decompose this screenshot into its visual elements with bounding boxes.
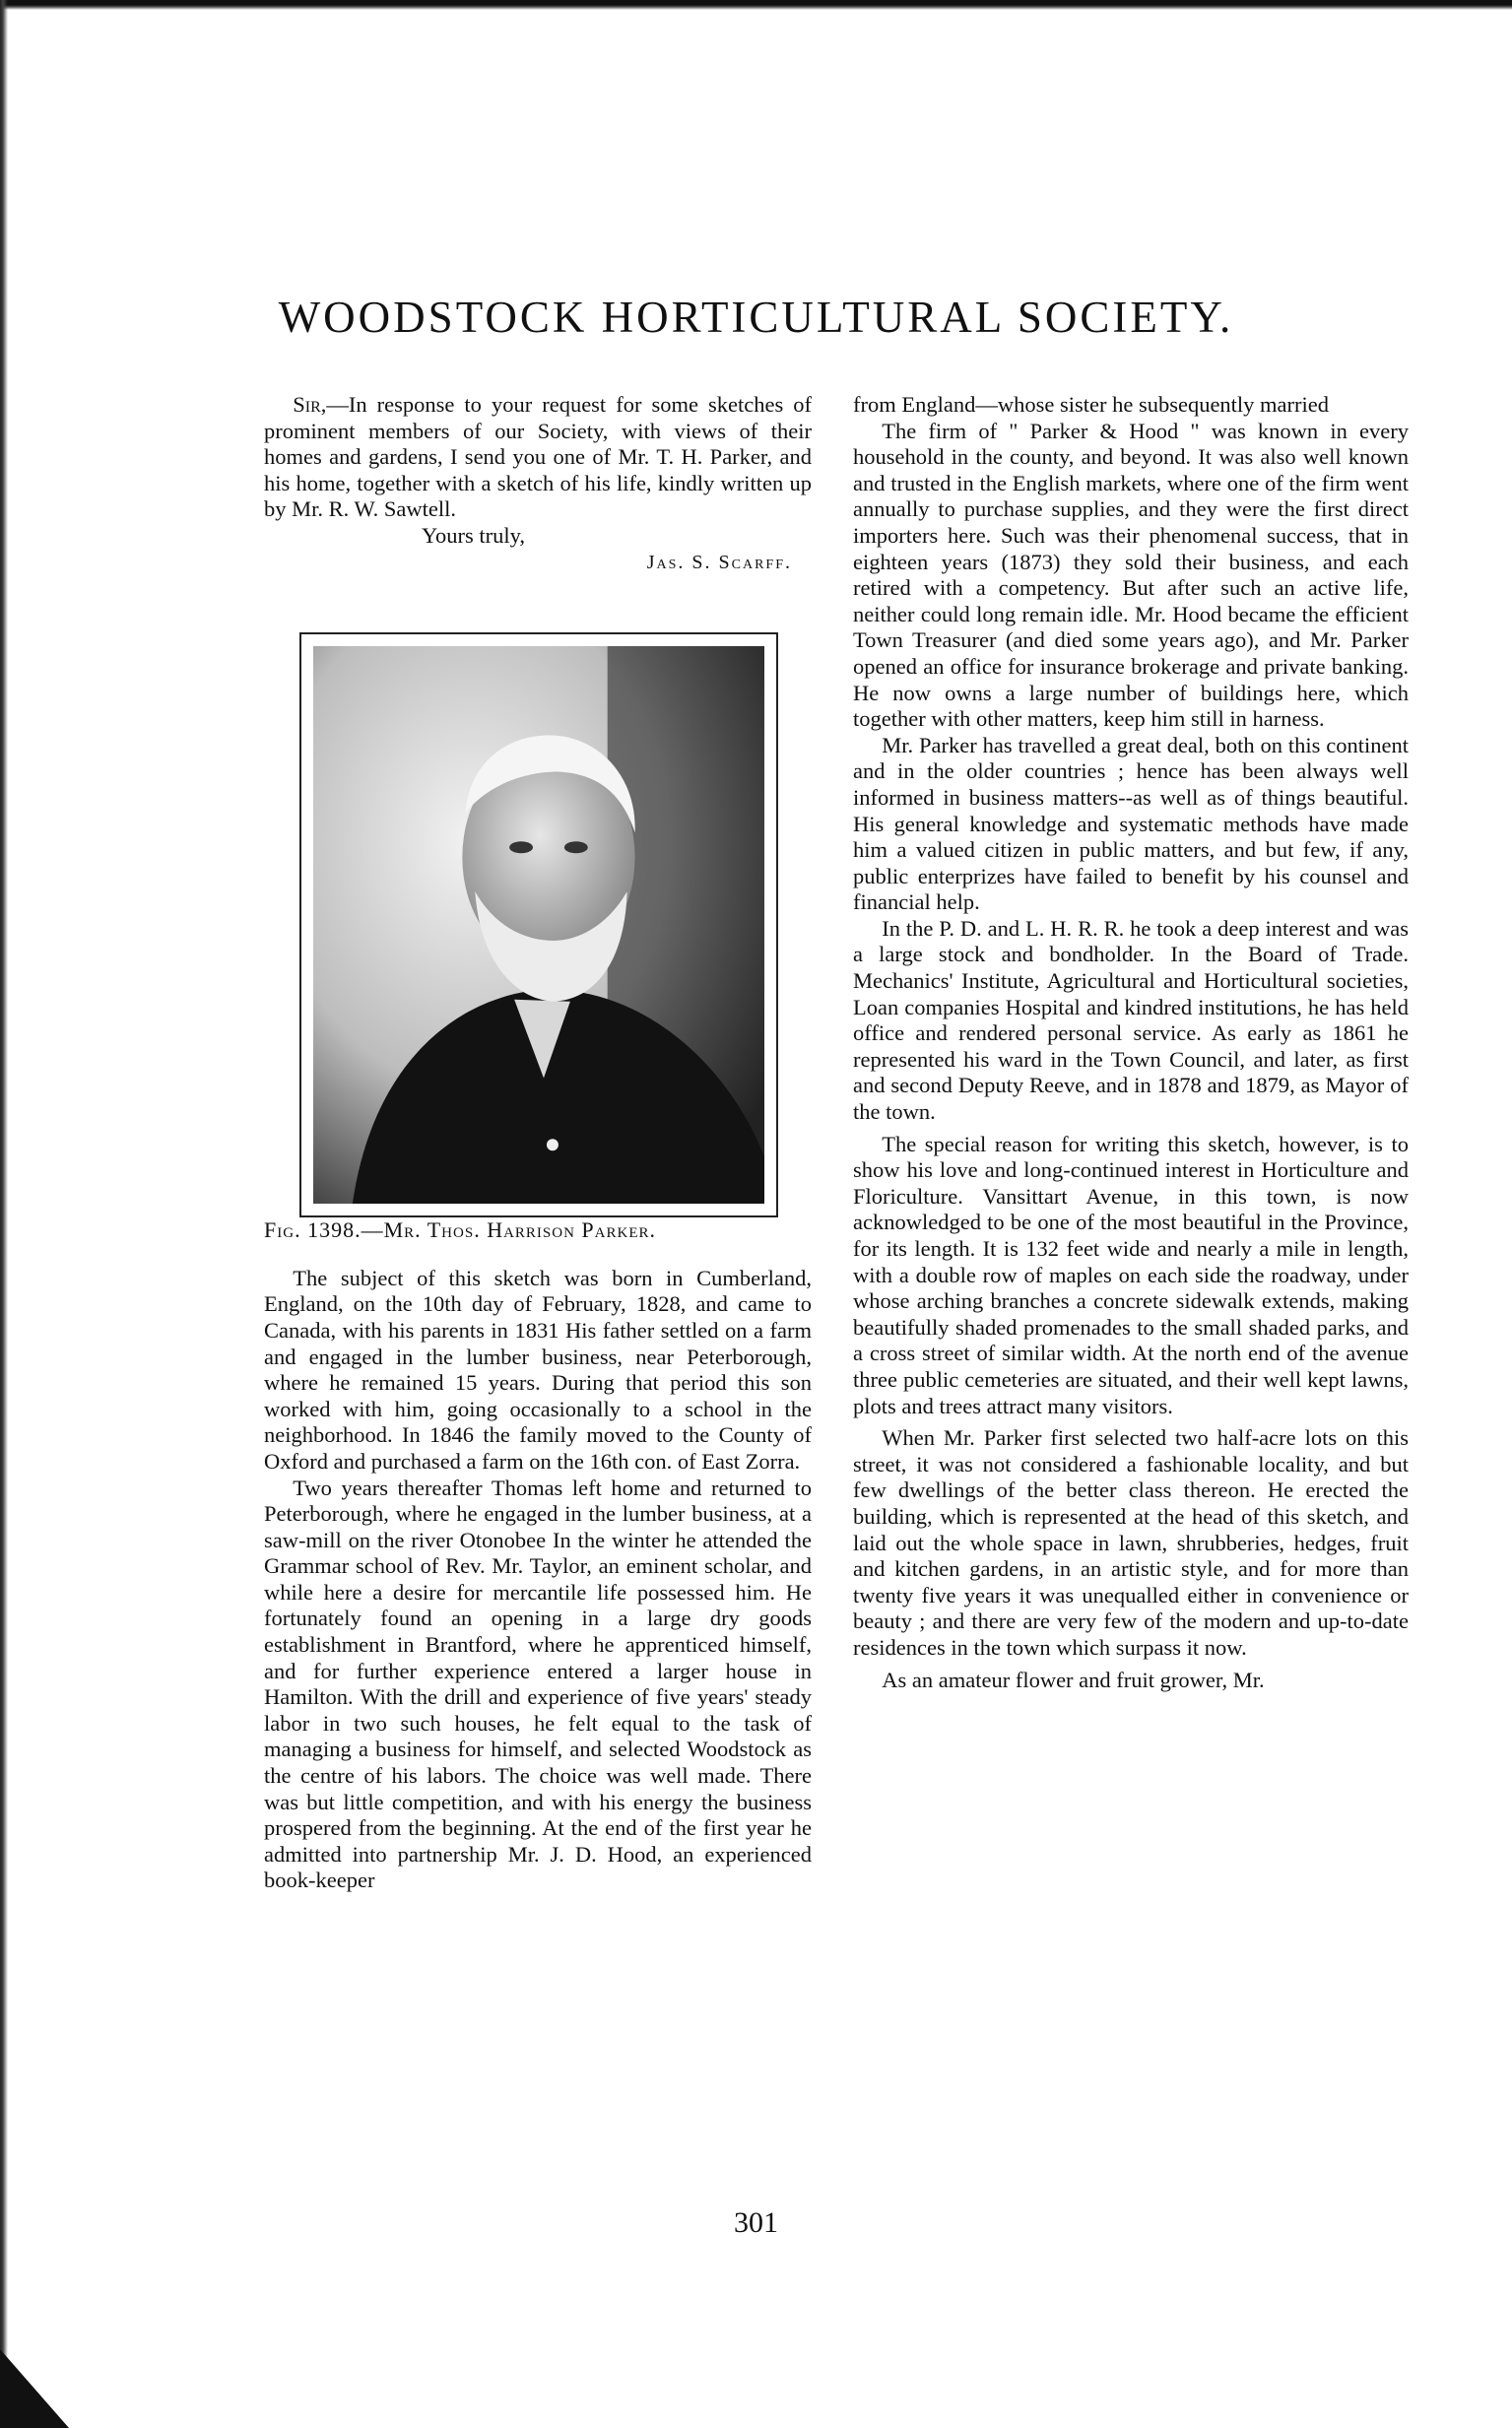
figure-label: Fig. 1398. <box>264 1217 362 1243</box>
portrait-frame <box>299 632 778 1217</box>
portrait-photo <box>313 646 764 1204</box>
right-paragraph: As an amateur flower and fruit grower, Mr. <box>882 1667 1265 1692</box>
right-paragraph: Mr. Parker has travelled a great deal, both on this continent and in the older countries ; hence has been always well informed in business matters--as well as of things beautiful. His general knowledge and systematic methods have made him a valued citizen in public matters, and but few, if any, public enterprizes have failed to benefit by his counsel and financial help. <box>853 732 1409 915</box>
right-paragraph: The firm of " Parker & Hood " was known in every household in the county, and beyond. It was also well known and trusted in the English markets, where one of the firm went annually to purchase supplies, and they were the first direct importers here. Such was their phenomenal success, that in eighteen years (1873) they sold their business, and each retired with a competency. But after such an active life, neither could long remain idle. Mr. Hood became the efficient Town Treasurer (and died some years ago), and Mr. Parker opened an office for insurance brokerage and private banking. He now owns a large number of buildings here, which together with other matters, keep him still in harness. <box>853 418 1409 732</box>
letter-text: —In response to your request for some sketches of prominent members of our Society, with views of their homes and gardens, I send you one of Mr. T. H. Parker, and his home, together with a sketch of his life, kindly written up by Mr. R. W. Sawtell. <box>264 392 812 522</box>
scan-edge-left <box>0 0 8 2428</box>
letter-salutation: Sir, <box>293 392 327 417</box>
right-paragraph: When Mr. Parker first selected two half-acre lots on this street, it was not considered a fashionable locality, and but few dwellings of the better class thereon. He erected the building, which is represented at the head of this sketch, and laid out the whole space in lawn, shrubberies, hedges, fruit and kitchen gardens, in an artistic style, and for more than twenty five years it was unequalled either in convenience or beauty ; and there are very few of the modern and up-to-date residences in the town which surpass it now. <box>853 1425 1409 1660</box>
letter-closing: Yours truly, <box>422 522 526 548</box>
left-paragraph: The subject of this sketch was born in Cumberland, England, on the 10th day of February, 1828, and came to Canada, with his parents in 1831 His father settled on a farm and engaged in the lumber business, near Peterborough, where he remained 15 years. During that period this son worked with him, going occasionally to a school in the neighborhood. In 1846 the family moved to the County of Oxford and purchased a farm on the 16th con. of East Zorra. <box>264 1265 812 1474</box>
letter-body <box>264 392 812 523</box>
left-paragraph: Two years thereafter Thomas left home and returned to Peterborough, where he engaged in the lumber business, at a saw-mill on the river Otonobee In the winter he attended the Grammar school of Rev. Mr. Taylor, an eminent scholar, and while here a desire for mercantile life possessed him. He fortunately found an opening in a large dry goods establishment in Brantford, where he apprenticed himself, and for further experience entered a larger house in Hamilton. With the drill and experience of five years' steady labor in two such houses, he felt equal to the task of managing a business for himself, and selected Woodstock as the centre of his labors. The choice was well made. There was but little competition, and with his energy the business prospered from the beginning. At the end of the first year he admitted into partnership Mr. J. D. Hood, an experienced book-keeper <box>264 1475 812 1893</box>
right-paragraph: In the P. D. and L. H. R. R. he took a deep interest and was a large stock and bondholder. In the Board of Trade. Mechanics' Institute, Agricultural and Horticultural societies, Loan companies Hospital and kindred institutions, he has held office and rendered personal service. As early as 1861 he represented his ward in the Town Council, and later, as first and second Deputy Reeve, and in 1878 and 1879, as Mayor of the town. <box>853 915 1409 1125</box>
right-paragraph: The special reason for writing this sketch, however, is to show his love and long-continued interest in Horticulture and Floriculture. Vansittart Avenue, in this town, is now acknowledged to be one of the most beautiful in the Province, for its length. It is 132 feet wide and nearly a mile in length, with a double row of maples on each side the roadway, under whose arching branches a concrete sidewalk extends, making beautifully shaded promenades to the small shaded parks, and a cross street of similar width. At the north end of the avenue three public cemeteries are situated, and their well kept lawns, plots and trees attract many visitors. <box>853 1131 1409 1418</box>
scan-edge-top <box>0 0 1512 10</box>
figure-caption: Fig. 1398.—Mr. Thos. Harrison Parker. <box>264 1217 656 1243</box>
letter-signature: Jas. S. Scarff. <box>646 551 792 573</box>
page-number: 301 <box>734 2206 778 2239</box>
article-title: WOODSTOCK HORTICULTURAL SOCIETY. <box>278 293 1234 342</box>
scan-corner-shadow <box>0 2349 69 2428</box>
right-column <box>853 392 1409 1693</box>
left-column <box>264 392 812 1894</box>
right-paragraph: from England—whose sister he subsequently married <box>853 392 1330 417</box>
figure-name: Mr. Thos. Harrison Parker. <box>383 1217 656 1243</box>
